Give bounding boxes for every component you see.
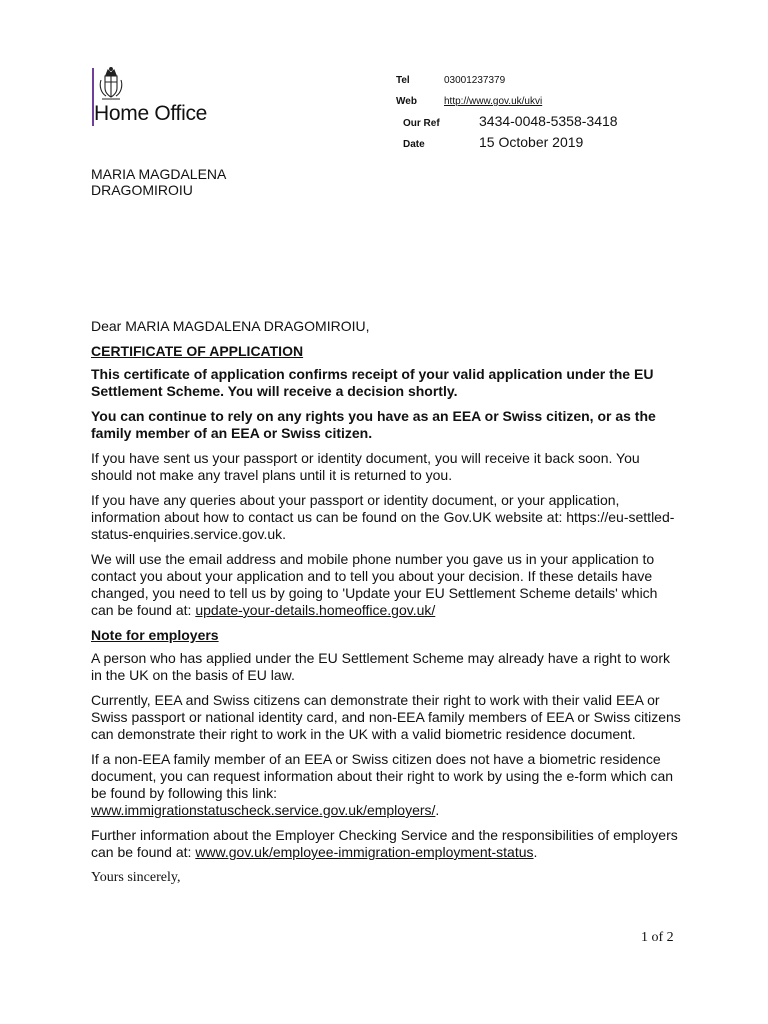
e-form-text: If a non-EEA family member of an EEA or Swiss citizen does not have a biometric residence document, you can request information about their right to work by using the e-form which can be found by following this link: — [91, 751, 674, 801]
tel-value: 03001237379 — [444, 75, 506, 86]
ref-value: 3434-0048-5358-3418 — [479, 113, 618, 129]
web-row — [396, 91, 542, 112]
salutation: Dear MARIA MAGDALENA DRAGOMIROIU, — [91, 318, 370, 334]
contact-details-paragraph — [91, 551, 681, 619]
employers-paragraph-1: A person who has applied under the EU Settlement Scheme may already have a right to work in the UK on the basis of EU law. — [91, 650, 670, 683]
queries-paragraph: If you have any queries about your passport or identity document, or your application, information about how to contact us can be found on the Gov.UK website at: https://eu-settled-status-enquiries.service.gov.uk. — [91, 492, 675, 542]
closing: Yours sincerely, — [91, 870, 181, 885]
certificate-title: CERTIFICATE OF APPLICATION — [91, 343, 304, 359]
date-row — [403, 134, 618, 155]
home-office-logo — [90, 66, 240, 128]
ref-row — [403, 113, 618, 134]
employers-heading: Note for employers — [91, 627, 219, 643]
rights-paragraph: You can continue to rely on any rights you have as an EEA or Swiss citizen, or as the family member of an EEA or Swiss citizen. — [91, 408, 656, 441]
tel-label: Tel — [396, 75, 410, 86]
addressee-line-1: MARIA MAGDALENA — [91, 166, 227, 182]
tel-row — [396, 70, 542, 91]
employers-paragraph-4: Further information about the Employer Checking Service and the responsibilities of employers can be found at: www.gov.uk/employee-immigration-employment-status. — [91, 827, 678, 860]
employers-paragraph-2: Currently, EEA and Swiss citizens can demonstrate their right to work with their valid EEA or Swiss passport or national identity card, and non-EEA family members of EEA or Swiss citizens can demonstrate their right to work in the UK with a valid biometric residence document. — [91, 692, 681, 742]
addressee — [91, 166, 226, 198]
update-details-link[interactable]: update-your-details.homeoffice.gov.uk/ — [195, 602, 436, 618]
date-label: Date — [403, 139, 425, 150]
employers-paragraph-3: If a non-EEA family member of an EEA or Swiss citizen does not have a biometric residence document, you can request information about their right to work by using the e-form which can be found by following this link: www.immigrationstatuscheck.service.gov.uk/employers/. — [91, 751, 674, 818]
contact-details-text: We will use the email address and mobile phone number you gave us in your application to contact you about your application and to tell you about your decision. If these details have changed, you need to tell us by going to 'Update your EU Settlement Scheme details' which can be found at: — [91, 551, 658, 618]
reference-block — [403, 113, 618, 155]
date-value: 15 October 2019 — [479, 134, 584, 150]
employment-status-link[interactable]: www.gov.uk/employee-immigration-employment-status — [195, 844, 534, 860]
passport-paragraph: If you have sent us your passport or identity document, you will receive it back soon. You should not make any travel plans until it is returned to you. — [91, 450, 640, 483]
logo-text: Home Office — [94, 102, 208, 125]
web-label: Web — [396, 96, 417, 107]
confirmation-paragraph: This certificate of application confirms receipt of your valid application under the EU Settlement Scheme. You will receive a decision shortly. — [91, 366, 654, 399]
checking-service-text: Further information about the Employer Checking Service and the responsibilities of employers can be found at: — [91, 827, 678, 860]
addressee-line-2: DRAGOMIROIU — [91, 182, 193, 198]
royal-crest-icon — [98, 66, 124, 106]
status-check-link[interactable]: www.immigrationstatuscheck.service.gov.uk/employers/ — [91, 802, 436, 818]
web-link[interactable]: http://www.gov.uk/ukvi — [444, 96, 543, 107]
contact-block — [396, 70, 542, 112]
page-indicator: 1 of 2 — [641, 930, 674, 945]
ref-label: Our Ref — [403, 118, 440, 129]
letter-body — [91, 318, 681, 894]
